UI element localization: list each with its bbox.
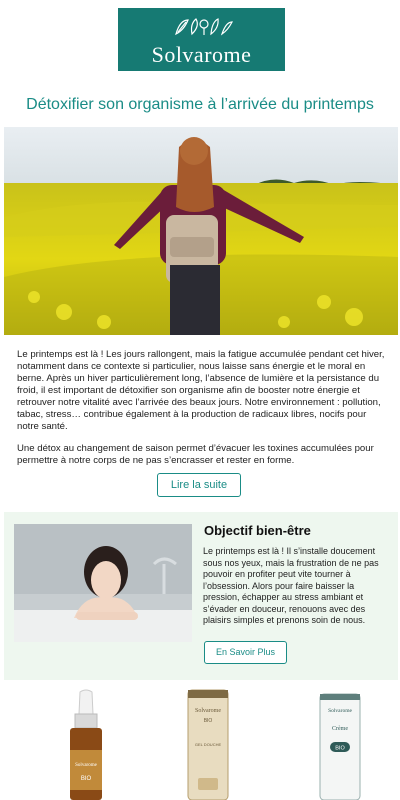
product-2-badge: BIO	[203, 718, 213, 724]
bath-image	[14, 524, 192, 642]
brand-wordmark: Solvarome	[151, 42, 252, 67]
product-2-brand: Solvarome	[195, 708, 221, 714]
product-3-label: Crème	[332, 726, 348, 732]
article-intro	[17, 349, 387, 477]
wellbeing-section	[4, 512, 398, 680]
intro-paragraph-2: Une détox au changement de saison permet d’évacuer les toxines accumulées pour permettre à notre corps de ne pas s’encrasser et rester en forme.	[17, 443, 374, 466]
wellbeing-title: Objectif bien-être	[204, 523, 311, 538]
article-headline: Détoxifier son organisme à l’arrivée du printemps	[26, 96, 374, 113]
cream-tube-product[interactable]	[314, 688, 366, 800]
read-more-button[interactable]: Lire la suite	[157, 473, 241, 497]
product-2-label: GEL DOUCHE	[194, 742, 222, 747]
product-1-badge: BIO	[80, 776, 92, 782]
brand-logo[interactable]	[118, 8, 285, 71]
dropper-bottle-product[interactable]	[66, 688, 106, 800]
leaves-icon	[118, 16, 285, 38]
hero-image	[4, 127, 398, 335]
product-3-brand: Solvarome	[328, 708, 352, 714]
learn-more-button[interactable]: En Savoir Plus	[204, 641, 287, 664]
wellbeing-text: Le printemps est là ! Il s’installe doucement sous nos yeux, mais la frustration de ne pas pouvoir en profiter peut vite tourner à l’obsession. Alors pour faire baisser la pression, échapper au stress ambiant et s’évader en douceur, renouons avec des plaisirs simples et prenons soin de nous.	[203, 546, 379, 625]
shower-gel-product[interactable]	[184, 688, 232, 800]
product-row	[0, 688, 400, 800]
intro-paragraph-1: Le printemps est là ! Les jours rallongent, mais la fatigue accumulée pendant cet hiver, notamment dans ce contexte si particulier, nous laisse sans énergie et le moral en berne. Après un hiver particulièrement long, l’absence de lumière et la persistance du froid, il est important de détoxifier son organisme afin de booster notre énergie et retrouver notre vitalité avec l’arrivée des beaux jours. Notre environnement : pollution, tabac, stress… contribue également à la production de radicaux libres, nocifs pour notre santé.	[17, 349, 385, 432]
product-1-brand: Solvarome	[75, 763, 97, 768]
product-3-badge: BIO	[335, 745, 345, 752]
